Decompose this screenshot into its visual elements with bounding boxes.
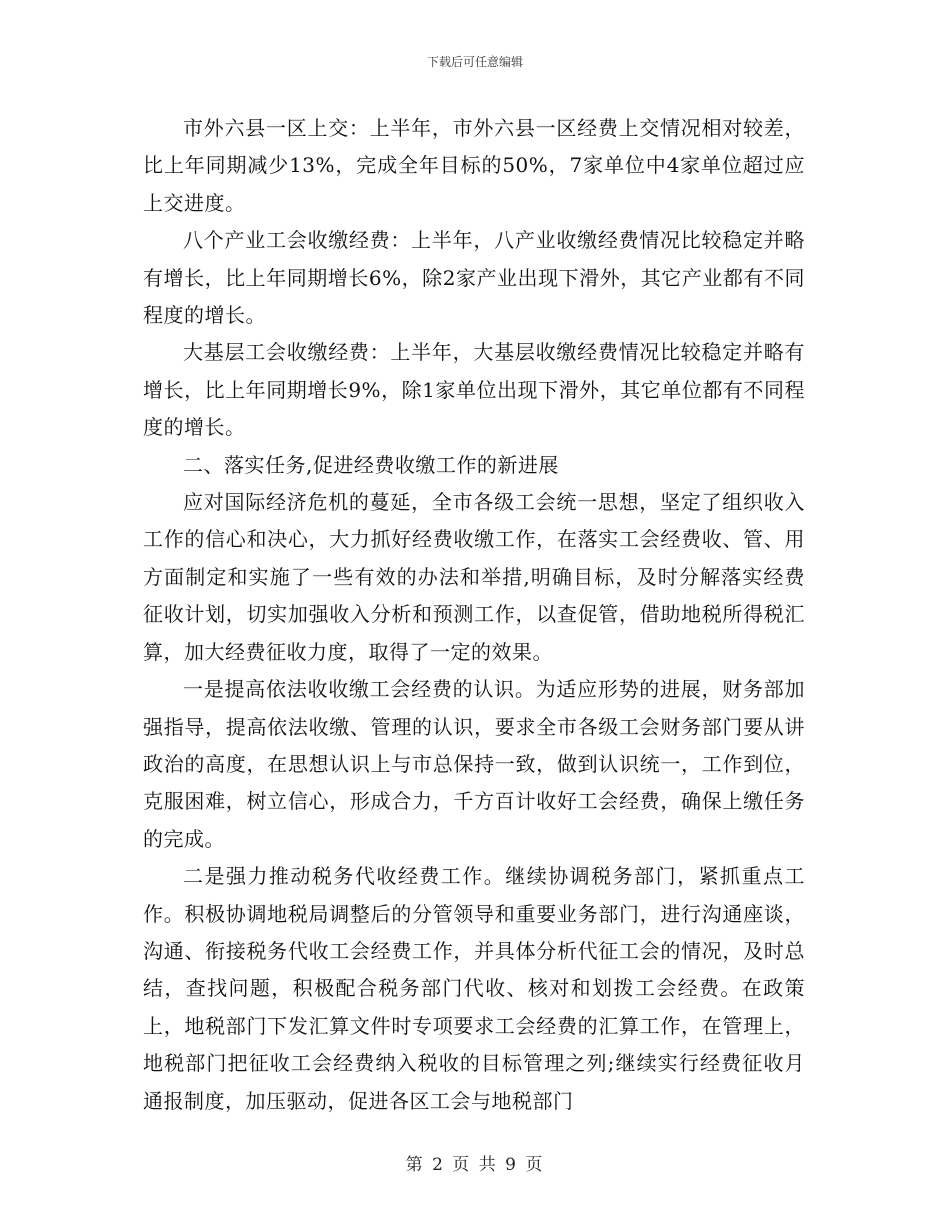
paragraph-economic-crisis-response: 应对国际经济危机的蔓延，全市各级工会统一思想，坚定了组织收入工作的信心和决心，大力抓好经费收缴工作，在落实工会经费收、管、用方面制定和实施了一些有效的办法和举措,明确目标，及时分解落实经费征收计划，切实加强收入分析和预测工作，以查促管，借助地税所得税汇算，加大经费征收力度，取得了一定的效果。 bbox=[143, 490, 805, 664]
page-header: 下载后可任意编辑 bbox=[426, 55, 523, 69]
paragraph-upper-level-submission: 市外六县一区上交：上半年，市外六县一区经费上交情况相对较差，比上年同期减少13%，完成全年目标的50%，7家单位中4家单位超过应上交进度。 bbox=[143, 116, 805, 215]
page-number: 第 2 页 共 9 页 bbox=[405, 1155, 545, 1175]
document-body bbox=[143, 110, 805, 1120]
paragraph-grassroots-unions: 大基层工会收缴经费：上半年，大基层收缴经费情况比较稳定并略有增长，比上年同期增长9%，除1家单位出现下滑外，其它单位都有不同程度的增长。 bbox=[143, 340, 805, 440]
paragraph-point-two: 二是强力推动税务代收经费工作。继续协调税务部门，紧抓重点工作。积极协调地税局调整后的分管领导和重要业务部门，进行沟通座谈，沟通、衔接税务代收工会经费工作，并具体分析代征工会的情况，及时总结，查找问题，积极配合税务部门代收、核对和划拨工会经费。在政策上，地税部门下发汇算文件时专项要求工会经费的汇算工作，在管理上，地税部门把征收工会经费纳入税收的目标管理之列;继续实行经费征收月通报制度，加压驱动，促进各区工会与地税部门 bbox=[143, 864, 805, 1113]
paragraph-point-one: 一是提高依法收收缴工会经费的认识。为适应形势的进展，财务部加强指导，提高依法收缴、管理的认识，要求全市各级工会财务部门要从讲政治的高度，在思想认识上与市总保持一致，做到认识统一，工作到位，克服困难，树立信心，形成合力，千方百计收好工会经费，确保上缴任务的完成。 bbox=[143, 677, 805, 851]
paragraph-industry-unions: 八个产业工会收缴经费：上半年，八产业收缴经费情况比较稳定并略有增长，比上年同期增长6%，除2家产业出现下滑外，其它产业都有不同程度的增长。 bbox=[143, 228, 805, 328]
section-heading: 二、落实任务,促进经费收缴工作的新进展 bbox=[183, 452, 559, 477]
